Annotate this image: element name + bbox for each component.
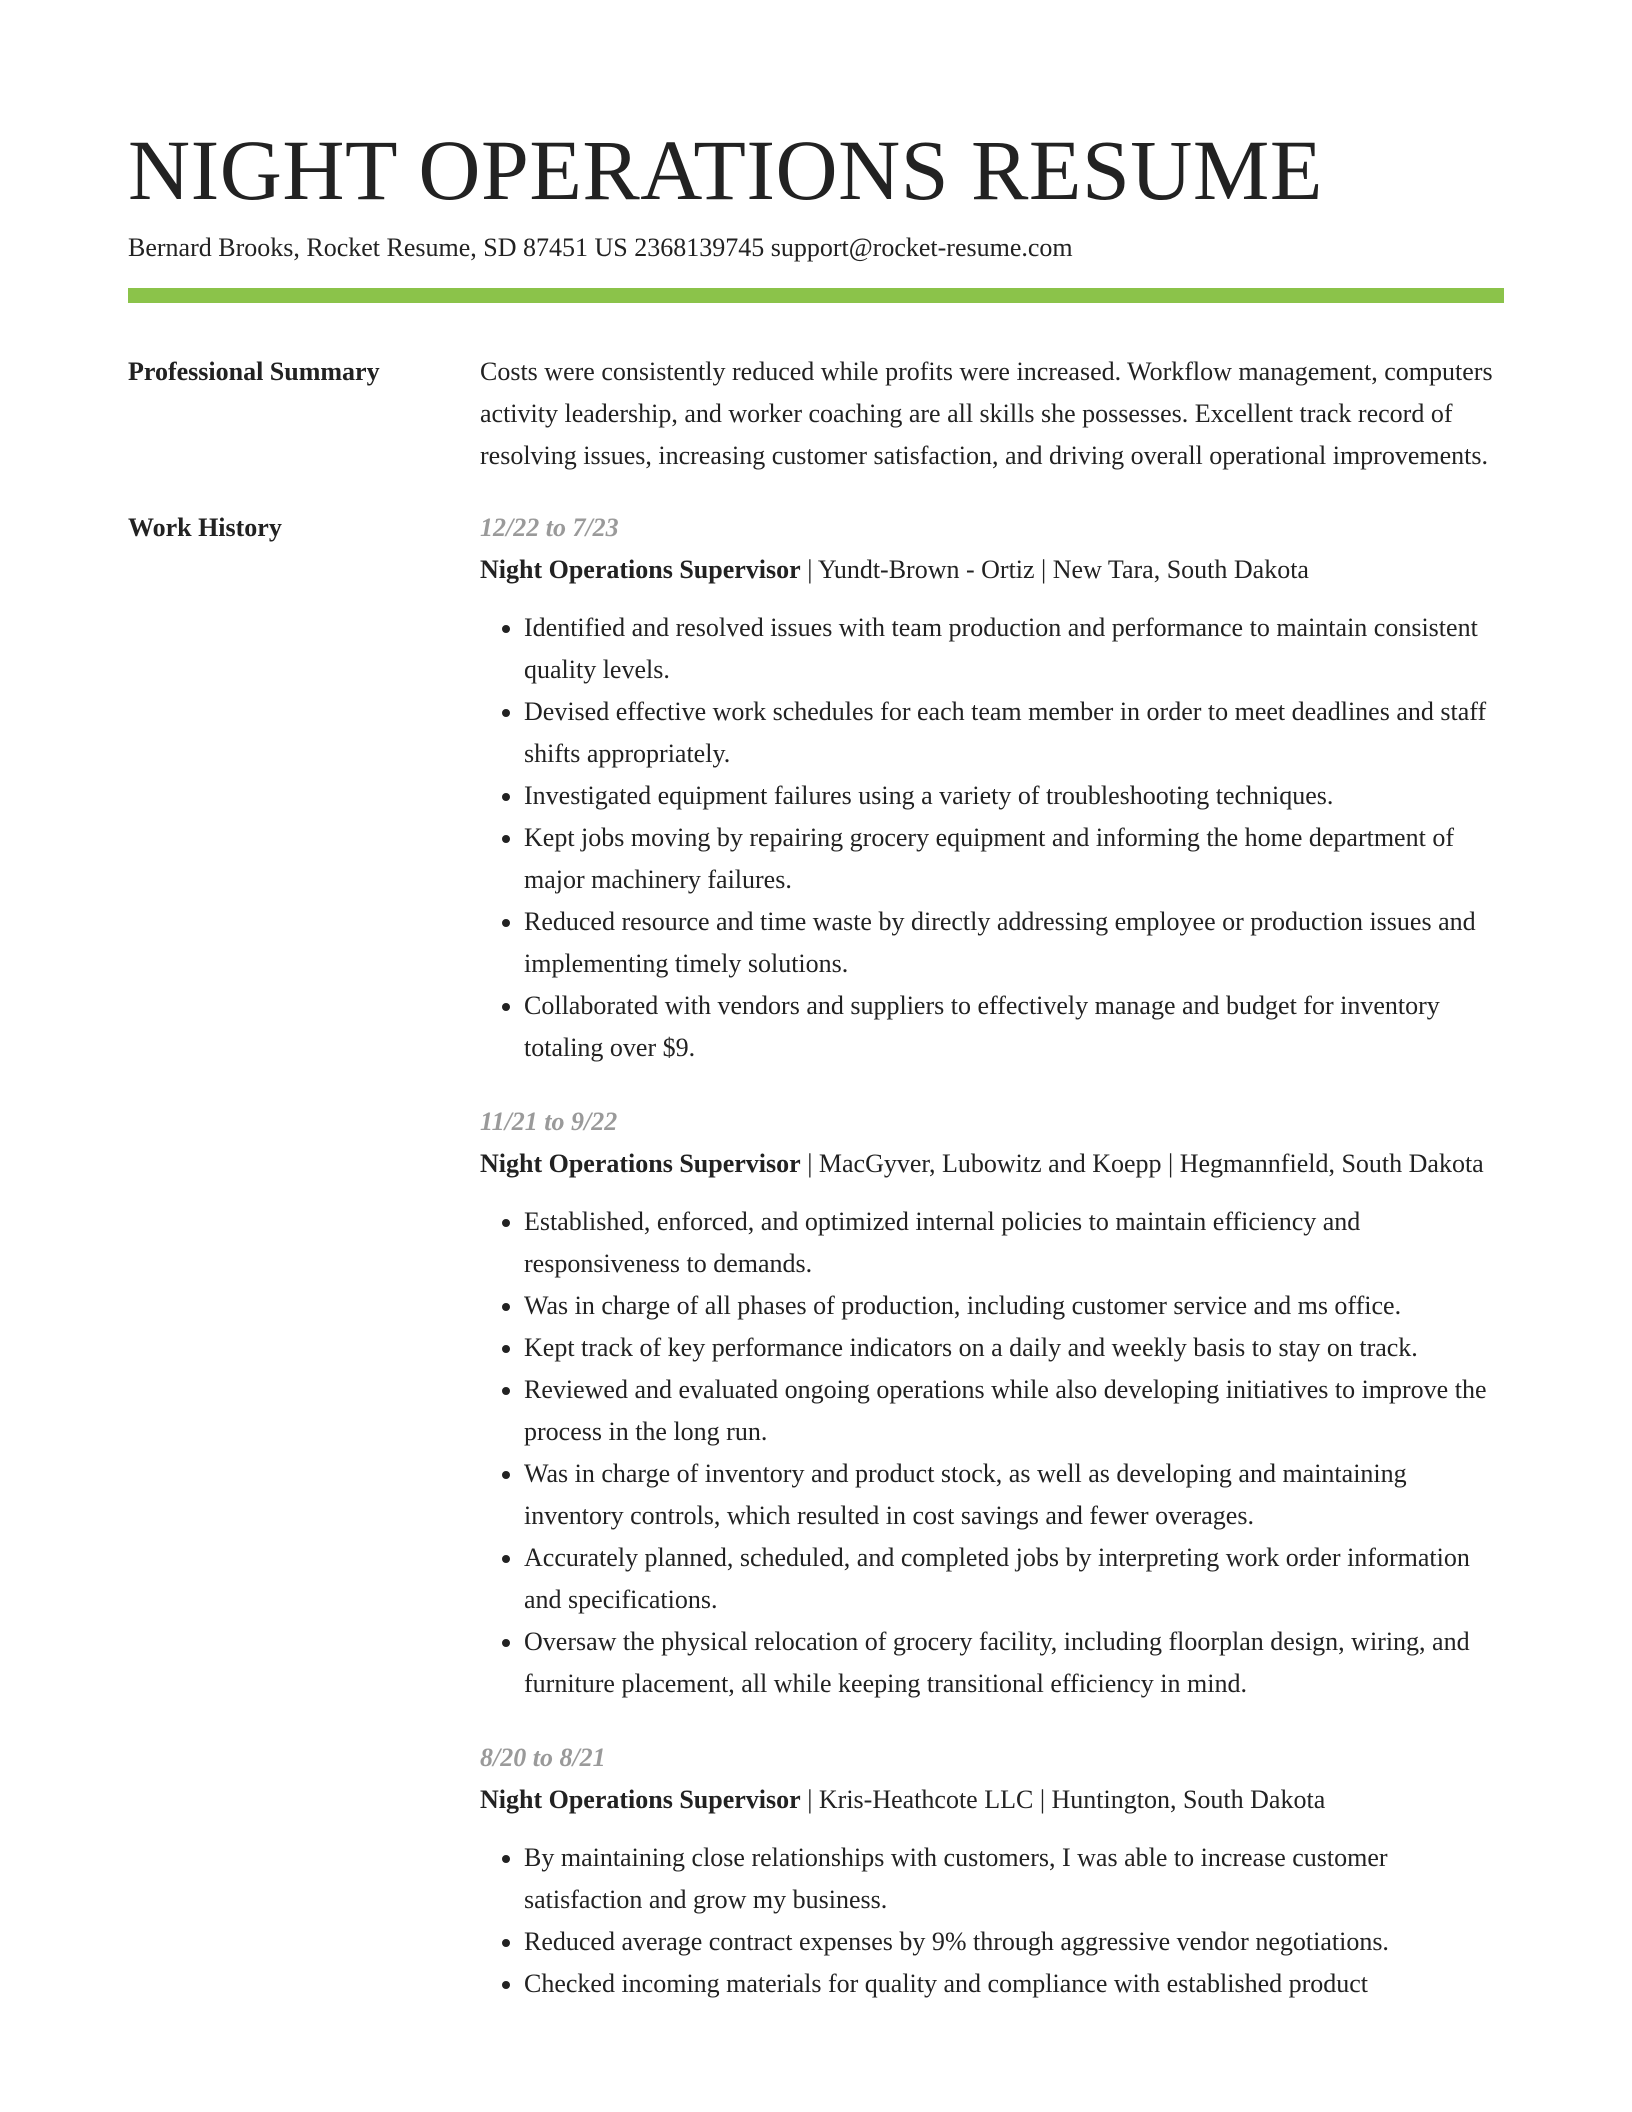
job-bullet: • Was in charge of all phases of production, including customer service and ms office. (524, 1285, 1504, 1327)
job-bullet-list (480, 1837, 1504, 2005)
job-bullet: • Oversaw the physical relocation of grocery facility, including floorplan design, wiring, and furniture placement, all while keeping transitional efficiency in mind. (524, 1621, 1504, 1705)
work-history-section (128, 507, 1504, 2037)
job-entry (480, 1101, 1504, 1705)
job-company-location: | Kris-Heathcote LLC | Huntington, South Dakota (800, 1785, 1326, 1814)
job-bullet: • Was in charge of inventory and product stock, as well as developing and maintaining inventory controls, which resulted in cost savings and fewer overages. (524, 1453, 1504, 1537)
job-role: Night Operations Supervisor (480, 555, 801, 584)
job-bullet: • Identified and resolved issues with team production and performance to maintain consistent quality levels. (524, 607, 1504, 691)
job-company-location: | MacGyver, Lubowitz and Koepp | Hegmannfield, South Dakota (800, 1149, 1484, 1178)
job-company-location: | Yundt-Brown - Ortiz | New Tara, South Dakota (800, 555, 1309, 584)
job-bullet: • By maintaining close relationships with customers, I was able to increase customer satisfaction and grow my business. (524, 1837, 1504, 1921)
job-header (480, 1779, 1504, 1821)
job-bullet: • Established, enforced, and optimized internal policies to maintain efficiency and responsiveness to demands. (524, 1201, 1504, 1285)
job-role: Night Operations Supervisor (480, 1785, 801, 1814)
job-entry (480, 1737, 1504, 2005)
contact-line: Bernard Brooks, Rocket Resume, SD 87451 US 2368139745 support@rocket-resume.com (128, 233, 1073, 262)
job-bullet: • Investigated equipment failures using a variety of troubleshooting techniques. (524, 775, 1504, 817)
work-history-body (480, 507, 1504, 2037)
job-bullet-list (480, 1201, 1504, 1705)
summary-section (128, 351, 1504, 477)
accent-divider (128, 288, 1504, 303)
section-label-summary: Professional Summary (128, 357, 380, 386)
job-bullet: • Kept jobs moving by repairing grocery equipment and informing the home department of major machinery failures. (524, 817, 1504, 901)
job-bullet: • Kept track of key performance indicators on a daily and weekly basis to stay on track. (524, 1327, 1504, 1369)
job-dates: 8/20 to 8/21 (480, 1743, 606, 1772)
section-label-work-history: Work History (128, 513, 282, 542)
resume-page (128, 120, 1504, 2037)
job-bullet: • Collaborated with vendors and suppliers to effectively manage and budget for inventory totaling over $9. (524, 985, 1504, 1069)
job-header (480, 549, 1504, 591)
job-bullet: • Checked incoming materials for quality and compliance with established product (524, 1963, 1504, 2005)
job-bullet: • Devised effective work schedules for each team member in order to meet deadlines and staff shifts appropriately. (524, 691, 1504, 775)
summary-body (480, 351, 1504, 477)
job-bullet-list (480, 607, 1504, 1069)
job-bullet: • Accurately planned, scheduled, and completed jobs by interpreting work order information and specifications. (524, 1537, 1504, 1621)
job-bullet: • Reduced resource and time waste by directly addressing employee or production issues and implementing timely solutions. (524, 901, 1504, 985)
job-bullet: • Reduced average contract expenses by 9% through aggressive vendor negotiations. (524, 1921, 1504, 1963)
resume-title: NIGHT OPERATIONS RESUME (128, 122, 1323, 218)
job-dates: 12/22 to 7/23 (480, 513, 619, 542)
job-header (480, 1143, 1504, 1185)
job-role: Night Operations Supervisor (480, 1149, 801, 1178)
summary-text: Costs were consistently reduced while profits were increased. Workflow management, computers activity leadership, and worker coaching are all skills she possesses. Excellent track record of resolving issues, increasing customer satisfaction, and driving overall operational improvements. (480, 357, 1493, 470)
job-dates: 11/21 to 9/22 (480, 1107, 618, 1136)
job-bullet: • Reviewed and evaluated ongoing operations while also developing initiatives to improve the process in the long run. (524, 1369, 1504, 1453)
job-entry (480, 507, 1504, 1069)
